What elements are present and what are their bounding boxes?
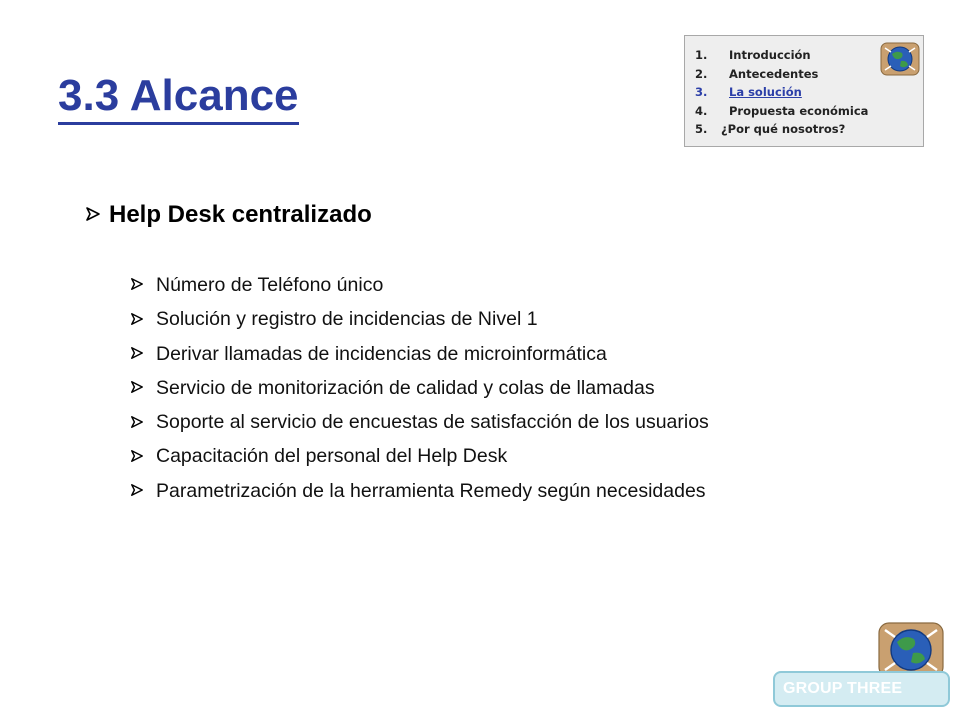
arrow-bullet-icon — [130, 277, 144, 291]
toc-item-3[interactable]: 3. La solución — [695, 85, 802, 99]
toc-item-5[interactable]: 5. ¿Por qué nosotros? — [695, 122, 846, 136]
arrow-bullet-icon — [130, 449, 144, 463]
toc-active-link[interactable]: La solución — [729, 85, 802, 99]
list-item: Soporte al servicio de encuestas de satisfacción de los usuarios — [130, 405, 709, 439]
section-heading-text: Help Desk centralizado — [109, 201, 372, 228]
list-item: Número de Teléfono único — [130, 268, 709, 302]
toc-item-4[interactable]: 4. Propuesta económica — [695, 103, 869, 118]
arrow-bullet-icon — [130, 312, 144, 326]
arrow-bullet-icon — [130, 483, 144, 497]
toc-item-1[interactable]: 1. Introducción — [695, 48, 811, 62]
toc-item-2[interactable]: 2. Antecedentes — [695, 66, 819, 81]
list-item: Solución y registro de incidencias de Nivel 1 — [130, 302, 709, 336]
list-item: Parametrización de la herramienta Remedy según necesidades — [130, 474, 709, 508]
bullet-list — [130, 268, 709, 508]
list-item: Derivar llamadas de incidencias de microinformática — [130, 337, 709, 371]
slide-title: 3.3 Alcance — [58, 72, 299, 125]
arrow-bullet-icon — [130, 380, 144, 394]
list-item: Capacitación del personal del Help Desk — [130, 439, 709, 473]
arrow-bullet-icon — [130, 346, 144, 360]
arrow-bullet-icon — [130, 415, 144, 429]
globe-logo-icon — [878, 622, 944, 678]
table-of-contents — [684, 35, 924, 147]
arrow-bullet-icon — [85, 206, 101, 222]
list-item: Servicio de monitorización de calidad y colas de llamadas — [130, 371, 709, 405]
globe-logo-icon — [880, 42, 920, 76]
section-heading — [85, 200, 372, 230]
group-three-badge: GROUP THREE — [773, 671, 950, 707]
